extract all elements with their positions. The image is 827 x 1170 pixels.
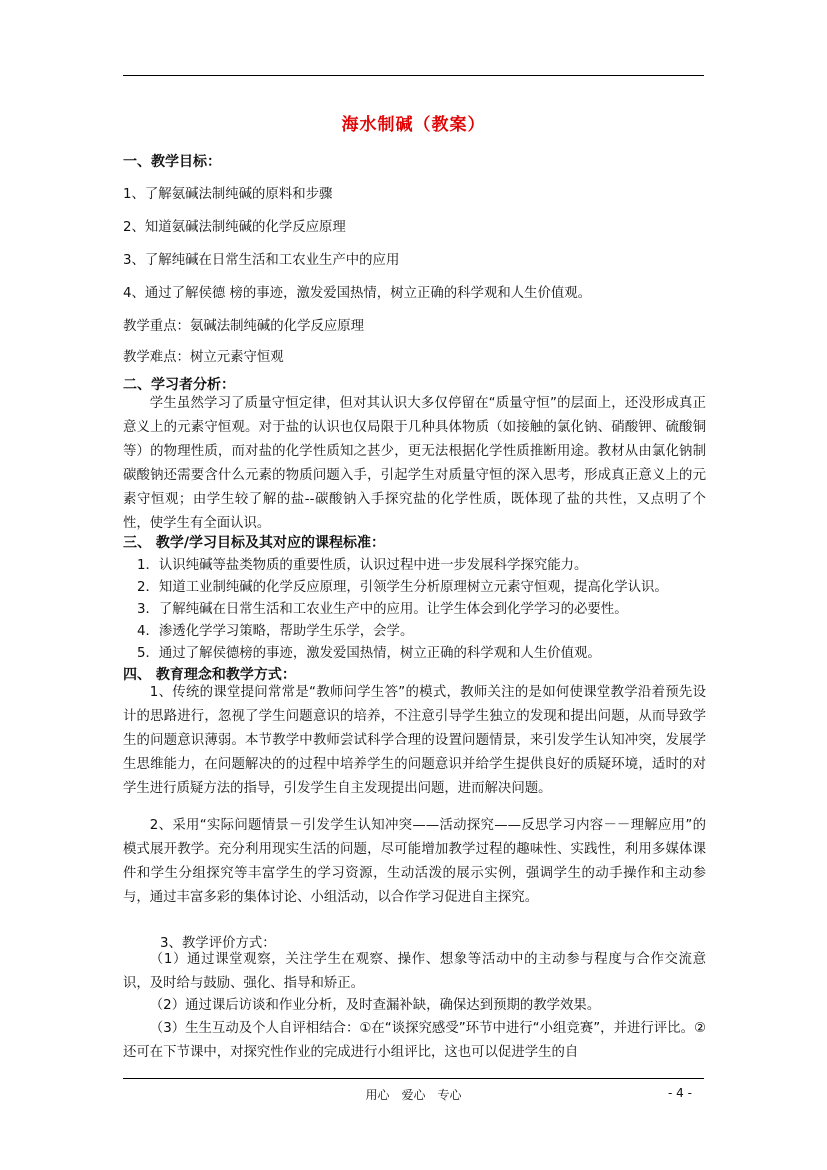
standard-item: 1．认识纯碱等盐类物质的重要性质，认识过程中进一步发展科学探究能力。: [137, 558, 588, 573]
footer-rule: [123, 1078, 704, 1079]
teaching-method-paragraph-2: 2、采用“实际问题情景－引发学生认知冲突——活动探究——反思学习内容－－理解应用”的模式展开教学。充分利用现实生活的问题，尽可能增加教学过程的趣味性、实践性，利用多媒体课件和学生分组探究等丰富学生的学习资源，生动活泼的展示实例，强调学生的动手操作和主动参与，通过丰富多彩的集体讨论、小组活动，以合作学习促进自主探究。: [123, 818, 706, 905]
section-heading-teaching-methods: 四、 教育理念和教学方式：: [123, 667, 296, 683]
evaluation-item-3: （3）生生互动及个人自评相结合：①在“谈探究感受”环节中进行“小组竞赛”，并进行评比。②还可在下节课中，对探究性作业的完成进行小组评比，这也可以促进学生的自: [123, 1021, 706, 1060]
section-heading-standards: 三、 教学/学习目标及其对应的课程标准：: [123, 535, 385, 551]
header-rule: [123, 75, 704, 76]
section-heading-learner-analysis: 二、学习者分析：: [123, 377, 235, 393]
section-heading-goals: 一、教学目标：: [123, 154, 221, 170]
page-title: 海水制碱（教案）: [341, 115, 486, 135]
key-point: 教学重点：氨碱法制纯碱的化学反应原理: [123, 319, 365, 334]
standard-item: 3．了解纯碱在日常生活和工农业生产中的应用。让学生体会到化学学习的必要性。: [137, 602, 628, 617]
standard-item: 4．渗透化学学习策略，帮助学生乐学，会学。: [137, 624, 414, 639]
goal-item: 2、知道氨碱法制纯碱的化学反应原理: [123, 220, 346, 235]
standard-item: 2．知道工业制纯碱的化学反应原理，引领学生分析原理树立元素守恒观，提高化学认识。: [137, 580, 668, 595]
goal-item: 1、了解氨碱法制纯碱的原料和步骤: [123, 187, 333, 202]
evaluation-heading: 3、教学评价方式：: [160, 936, 276, 951]
evaluation-item-1: （1）通过课堂观察，关注学生在观察、操作、想象等活动中的主动参与程度与合作交流意识，及时给与鼓励、强化、指导和矫正。: [123, 952, 706, 991]
standard-item: 5．通过了解侯德榜的事迹，激发爱国热情，树立正确的科学观和人生价值观。: [137, 646, 601, 661]
footer-motto: 用心 爱心 专心: [365, 1088, 462, 1102]
teaching-method-paragraph-1: 1、传统的课堂提问常常是“教师问学生答”的模式，教师关注的是如何使课堂教学沿着预先设计的思路进行，忽视了学生问题意识的培养，不注意引导学生独立的发现和提出问题，从而导致学生的问题意识薄弱。本节教学中教师尝试科学合理的设置问题情景，来引发学生认知冲突，发展学生思维能力，在问题解决的的过程中培养学生的问题意识并给学生提供良好的质疑环境，适时的对学生进行质疑方法的指导，引发学生自主发现提出问题，进而解决问题。: [123, 685, 706, 796]
page-number: - 4 -: [668, 1086, 692, 1100]
difficulty-point: 教学难点：树立元素守恒观: [123, 350, 284, 365]
learner-analysis-paragraph: 学生虽然学习了质量守恒定律，但对其认识大多仅停留在“质量守恒”的层面上，还没形成真正意义上的元素守恒观。对于盐的认识也仅局限于几种具体物质（如接触的氯化钠、硝酸钾、硫酸铜等）的物理性质，而对盐的化学性质知之甚少，更无法根据化学性质推断用途。教材从由氯化钠制碳酸钠还需要含什么元素的物质问题入手，引起学生对质量守恒的深入思考，形成真正意义上的元素守恒观；由学生较了解的盐--碳酸钠入手探究盐的化学性质，既体现了盐的共性，又点明了个性，使学生有全面认识。: [123, 396, 706, 531]
evaluation-item-2: （2）通过课后访谈和作业分析，及时查漏补缺，确保达到预期的教学效果。: [149, 998, 601, 1013]
goal-item: 3、了解纯碱在日常生活和工农业生产中的应用: [123, 253, 400, 268]
goal-item: 4、通过了解侯德 榜的事迹，激发爱国热情，树立正确的科学观和人生价值观。: [123, 286, 592, 301]
